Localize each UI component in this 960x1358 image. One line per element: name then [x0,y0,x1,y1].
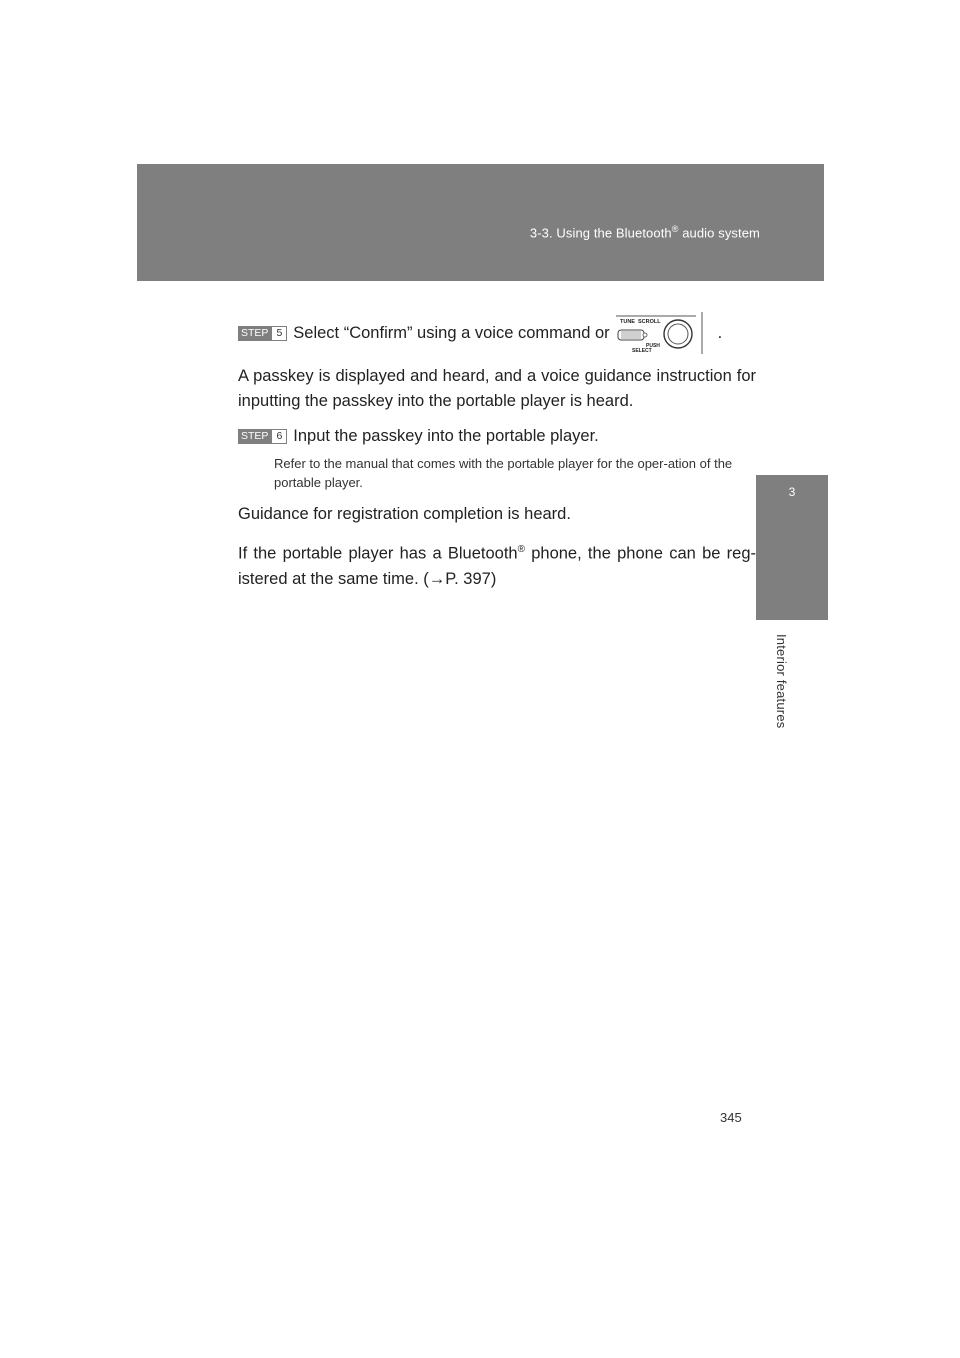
svg-text:TUNE: TUNE [619,319,635,325]
paragraph-phone: If the portable player has a Bluetooth® phone, the phone can be reg-istered at the same time. (→P. 397) [238,544,756,588]
paragraph-passkey: A passkey is displayed and heard, and a voice guidance instruction for inputting the passkey into the portable player is heard. [238,367,756,410]
step-5 [238,312,756,354]
note-text: Refer to the manual that comes with the portable player for the oper-ation of the portable player. [274,456,733,490]
chapter-number: 3 [788,485,796,499]
step-6 [238,424,756,448]
svg-text:PUSH: PUSH [645,343,660,349]
step-text-end: . [717,324,723,342]
section-title: 3-3. Using the Bluetooth® audio system [529,224,760,241]
page-content [238,312,756,592]
step-text: Input the passkey into the portable player. [293,427,599,445]
chapter-label: Interior features [774,634,789,729]
section-header [137,164,824,281]
chapter-tab [756,475,828,620]
step-badge: STEP 6 [238,429,287,444]
paragraph-guidance: Guidance for registration completion is heard. [238,505,571,523]
step-badge: STEP 5 [238,326,287,341]
svg-text:SCROLL: SCROLL [637,319,661,325]
page-number: 345 [720,1110,742,1125]
svg-text:SELECT: SELECT [631,348,652,354]
tune-scroll-knob-icon [616,312,712,354]
step-text: Select “Confirm” using a voice command or [293,324,610,342]
